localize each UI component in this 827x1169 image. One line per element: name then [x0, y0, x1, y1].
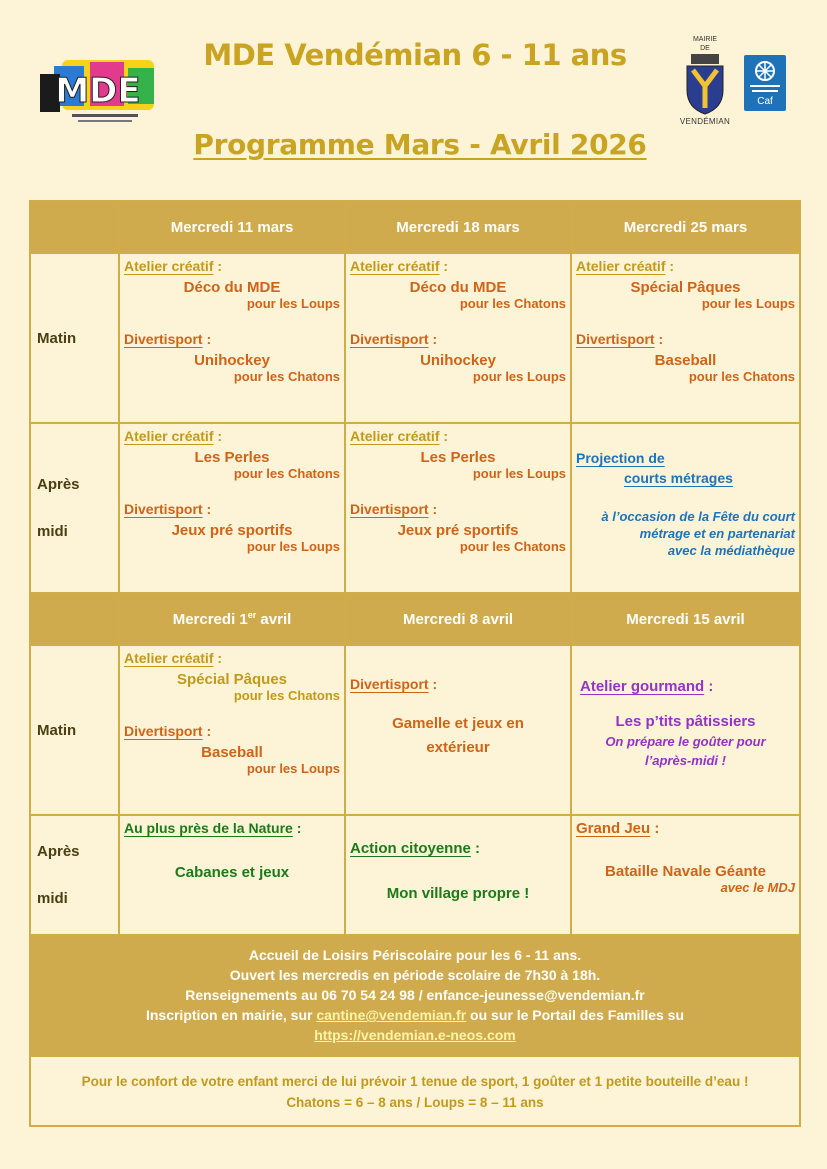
category-label: Divertisport: [576, 331, 655, 347]
category-label: Divertisport: [350, 331, 429, 347]
header-corner: [30, 593, 119, 645]
group: pour les Loups: [246, 539, 340, 554]
group: pour les Chatons: [233, 466, 340, 481]
activity-note: l’après-midi !: [645, 753, 726, 768]
category-label: Atelier gourmand: [580, 678, 705, 695]
coat-of-arms-icon: [685, 54, 725, 116]
activity: Unihockey: [194, 352, 270, 369]
category-label: Atelier créatif: [576, 258, 666, 274]
matin-label: Matin: [30, 645, 119, 815]
apres-midi-label: Après midi: [30, 423, 119, 593]
category-label: Atelier créatif: [124, 650, 214, 666]
activity: Les p’tits pâtissiers: [615, 713, 756, 730]
cell-15-avril-apres: Grand Jeu : Bataille Navale Géante avec le MDJ: [571, 815, 800, 935]
date-1-avril: Mercredi 1er avril: [119, 593, 345, 645]
group: pour les Chatons: [459, 296, 566, 311]
activity: Cabanes et jeux: [174, 864, 290, 881]
svg-text:Caf: Caf: [757, 96, 773, 107]
info-line: Accueil de Loisirs Périscolaire pour les 6 - 11 ans.: [248, 947, 582, 963]
projection-title-line2: courts métrages: [624, 470, 733, 486]
activity-note: avec le MDJ: [720, 880, 795, 895]
date-18-mars: Mercredi 18 mars: [345, 201, 571, 253]
week1-matin-row: [30, 253, 800, 423]
cell-8-avril-apres: Action citoyenne : Mon village propre !: [345, 815, 571, 935]
week2-matin-row: [30, 645, 800, 815]
activity: Spécial Pâques: [176, 671, 288, 688]
note-line: Chatons = 6 – 8 ans / Loups = 8 – 11 ans: [286, 1095, 544, 1110]
category-label: Divertisport: [124, 723, 203, 739]
group: pour les Loups: [472, 369, 566, 384]
activity: extérieur: [426, 739, 490, 756]
group: pour les Loups: [472, 466, 566, 481]
page-title: MDE Vendémian 6 - 11 ans: [203, 38, 627, 72]
group: pour les Chatons: [233, 369, 340, 384]
activity: Déco du MDE: [183, 279, 281, 296]
category-label: Atelier créatif: [124, 258, 214, 274]
cell-25-mars-matin: Atelier créatif : Spécial Pâques pour les Loups Divertisport : Baseball pour les Chatons: [571, 253, 800, 423]
cell-8-avril-matin: Divertisport : Gamelle et jeux en extérieur: [345, 645, 571, 815]
info-line: [35, 1025, 795, 1045]
program-table: [29, 200, 801, 1127]
info-footer-row: [30, 935, 800, 1056]
category-label: Atelier créatif: [350, 428, 440, 444]
projection-note: avec la médiathèque: [667, 543, 795, 558]
category-label: Divertisport: [350, 676, 429, 692]
svg-text:MDE: MDE: [55, 71, 141, 111]
note-footer: [30, 1056, 800, 1126]
apres-midi-label: Après midi: [30, 815, 119, 935]
cell-11-mars-matin: Atelier créatif : Déco du MDE pour les Loups Divertisport : Unihockey pour les Chatons: [119, 253, 345, 423]
category-label: Au plus près de la Nature: [124, 820, 293, 836]
note-footer-row: [30, 1056, 800, 1126]
activity: Mon village propre !: [386, 885, 530, 902]
matin-label: Matin: [30, 253, 119, 423]
caf-logo: [744, 55, 786, 111]
date-15-avril: Mercredi 15 avril: [571, 593, 800, 645]
page-subtitle: Programme Mars - Avril 2026: [193, 128, 647, 161]
cell-25-mars-apres: [571, 423, 800, 593]
category-label: Divertisport: [124, 501, 203, 517]
mairie-logo: MAIRIE DE VENDÉMIAN: [679, 36, 731, 126]
projection-note: métrage et en partenariat: [639, 526, 795, 541]
activity: Déco du MDE: [409, 279, 507, 296]
date-8-avril: Mercredi 8 avril: [345, 593, 571, 645]
cantine-email-link[interactable]: cantine@vendemian.fr: [316, 1007, 467, 1023]
activity: Baseball: [654, 352, 717, 369]
group: pour les Chatons: [688, 369, 795, 384]
activity: Jeux pré sportifs: [397, 522, 519, 539]
projection-note: à l’occasion de la Fête du court: [601, 509, 795, 524]
note-line: Pour le confort de votre enfant merci de lui prévoir 1 tenue de sport, 1 goûter et 1 petite bouteille d’eau !: [81, 1074, 749, 1089]
week2-header-row: [30, 593, 800, 645]
activity: Les Perles: [420, 449, 496, 466]
cell-1-avril-apres: Au plus près de la Nature : Cabanes et jeux: [119, 815, 345, 935]
group: pour les Loups: [701, 296, 795, 311]
week2-apres-row: [30, 815, 800, 935]
group: pour les Loups: [246, 761, 340, 776]
category-label: Atelier créatif: [350, 258, 440, 274]
activity: Les Perles: [194, 449, 270, 466]
cell-15-avril-matin: Atelier gourmand : Les p’tits pâtissiers On prépare le goûter pour l’après-midi !: [571, 645, 800, 815]
category-label: Divertisport: [124, 331, 203, 347]
activity: Baseball: [201, 744, 263, 761]
activity: Jeux pré sportifs: [171, 522, 293, 539]
projection-title-line1: Projection de: [576, 450, 665, 466]
date-25-mars: Mercredi 25 mars: [571, 201, 800, 253]
cell-1-avril-matin: Atelier créatif : Spécial Pâques pour les Chatons Divertisport : Baseball pour les Loups: [119, 645, 345, 815]
category-label: Divertisport: [350, 501, 429, 517]
group: pour les Chatons: [233, 688, 340, 703]
activity: Spécial Pâques: [630, 279, 741, 296]
portail-link[interactable]: https://vendemian.e-neos.com: [314, 1027, 516, 1043]
cell-11-mars-apres: Atelier créatif : Les Perles pour les Chatons Divertisport : Jeux pré sportifs pour les Loups: [119, 423, 345, 593]
activity: Gamelle et jeux en: [392, 715, 524, 732]
group: pour les Chatons: [459, 539, 566, 554]
cell-18-mars-apres: Atelier créatif : Les Perles pour les Loups Divertisport : Jeux pré sportifs pour les Chatons: [345, 423, 571, 593]
mde-logo: [32, 52, 160, 130]
category-label: Atelier créatif: [124, 428, 214, 444]
info-line: Renseignements au 06 70 54 24 98 / enfance-jeunesse@vendemian.fr: [185, 987, 645, 1003]
info-line: Ouvert les mercredis en période scolaire de 7h30 à 18h.: [229, 967, 601, 983]
activity: Unihockey: [420, 352, 496, 369]
info-line: Inscription en mairie, sur cantine@vendemian.fr ou sur le Portail des Familles su: [145, 1007, 685, 1023]
category-label: Action citoyenne: [350, 840, 471, 857]
info-footer: [30, 935, 800, 1056]
cell-18-mars-matin: Atelier créatif : Déco du MDE pour les Chatons Divertisport : Unihockey pour les Loups: [345, 253, 571, 423]
group: pour les Loups: [246, 296, 340, 311]
week1-apres-row: [30, 423, 800, 593]
category-label: Grand Jeu: [576, 820, 651, 837]
date-11-mars: Mercredi 11 mars: [119, 201, 345, 253]
activity-note: On prépare le goûter pour: [605, 734, 766, 749]
header-corner: [30, 201, 119, 253]
week1-header-row: [30, 201, 800, 253]
activity: Bataille Navale Géante: [605, 863, 766, 880]
